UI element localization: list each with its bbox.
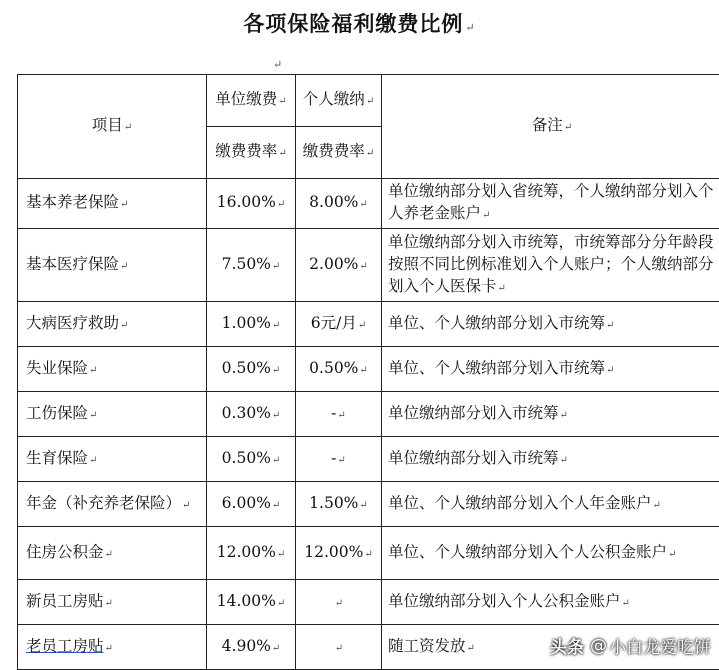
title-text: 各项保险福利缴费比例: [243, 11, 464, 36]
remark-cell: 单位缴纳部分划入市统筹↵: [382, 437, 719, 482]
personal-rate-cell: 0.50%↵: [296, 347, 382, 392]
personal-rate-cell: 8.00%↵: [296, 179, 382, 229]
table-row: [18, 580, 719, 625]
paragraph-mark: ↵: [465, 21, 476, 34]
remark-cell: 单位缴纳部分划入个人公积金账户↵: [382, 580, 719, 625]
at-sign: @: [590, 635, 607, 656]
unit-rate-cell: 0.30%↵: [207, 392, 296, 437]
remark-cell: 随工资发放↵: [382, 625, 719, 670]
remark-cell: 单位、个人缴纳部分划入市统筹↵: [382, 347, 719, 392]
header-remark-cell: 备注↵: [382, 75, 719, 179]
personal-rate-cell: ↵: [296, 625, 382, 670]
remark-cell: 单位缴纳部分划入市统筹↵: [382, 392, 719, 437]
unit-rate-cell: 7.50%↵: [207, 229, 296, 302]
personal-rate-cell: 6元/月↵: [296, 302, 382, 347]
table-row: [18, 437, 719, 482]
item-cell: 住房公积金↵: [18, 527, 207, 580]
item-cell: 生育保险↵: [18, 437, 207, 482]
item-cell: 基本养老保险↵: [18, 179, 207, 229]
unit-rate-cell: 14.00%↵: [207, 580, 296, 625]
watermark-author: 小白龙爱吃饼: [609, 638, 711, 658]
table-row: [18, 482, 719, 527]
remark-cell: 单位、个人缴纳部分划入市统筹↵: [382, 302, 719, 347]
table-row: [18, 179, 719, 229]
remark-cell: 单位、个人缴纳部分划入个人公积金账户↵: [382, 527, 719, 580]
table-header-row: [18, 75, 719, 127]
unit-rate-cell: 6.00%↵: [207, 482, 296, 527]
remark-cell: 单位缴纳部分划入市统筹，市统筹部分分年龄段按照不同比例标准划入个人账户；个人缴纳部分划入个人医保卡↵: [382, 229, 719, 302]
item-cell: 基本医疗保险↵: [18, 229, 207, 302]
unit-rate-cell: 4.90%↵: [207, 625, 296, 670]
watermark: [550, 633, 711, 658]
item-cell: 年金（补充养老保险）↵: [18, 482, 207, 527]
unit-rate-cell: 1.00%↵: [207, 302, 296, 347]
personal-rate-cell: 2.00%↵: [296, 229, 382, 302]
item-cell: 失业保险↵: [18, 347, 207, 392]
item-cell: 工伤保险↵: [18, 392, 207, 437]
item-cell: 老员工房贴↵: [18, 625, 207, 670]
header-unit-top: 单位缴费↵: [207, 75, 296, 127]
unit-rate-cell: 12.00%↵: [207, 527, 296, 580]
item-cell: 新员工房贴↵: [18, 580, 207, 625]
toutiao-logo: 头条: [550, 638, 584, 658]
header-unit-rate: 缴费费率↵: [207, 127, 296, 179]
header-item-cell: 项目↵: [18, 75, 207, 179]
paragraph-mark: ↵: [273, 58, 283, 71]
personal-rate-cell: 1.50%↵: [296, 482, 382, 527]
header-personal-top: 个人缴纳↵: [296, 75, 382, 127]
table-row: [18, 229, 719, 302]
table-row: [18, 347, 719, 392]
unit-rate-cell: 0.50%↵: [207, 347, 296, 392]
remark-cell: 单位缴纳部分划入省统筹，个人缴纳部分划入个人养老金账户↵: [382, 179, 719, 229]
personal-rate-cell: -↵: [296, 437, 382, 482]
table-row: [18, 392, 719, 437]
table-row: [18, 302, 719, 347]
personal-rate-cell: -↵: [296, 392, 382, 437]
personal-rate-cell: ↵: [296, 580, 382, 625]
header-personal-rate: 缴费费率↵: [296, 127, 382, 179]
item-cell: 大病医疗救助↵: [18, 302, 207, 347]
remark-cell: 单位、个人缴纳部分划入个人年金账户↵: [382, 482, 719, 527]
unit-rate-cell: 0.50%↵: [207, 437, 296, 482]
table-row: [18, 527, 719, 580]
insurance-rate-table: [17, 74, 719, 670]
document-title: [0, 8, 719, 38]
personal-rate-cell: 12.00%↵: [296, 527, 382, 580]
unit-rate-cell: 16.00%↵: [207, 179, 296, 229]
